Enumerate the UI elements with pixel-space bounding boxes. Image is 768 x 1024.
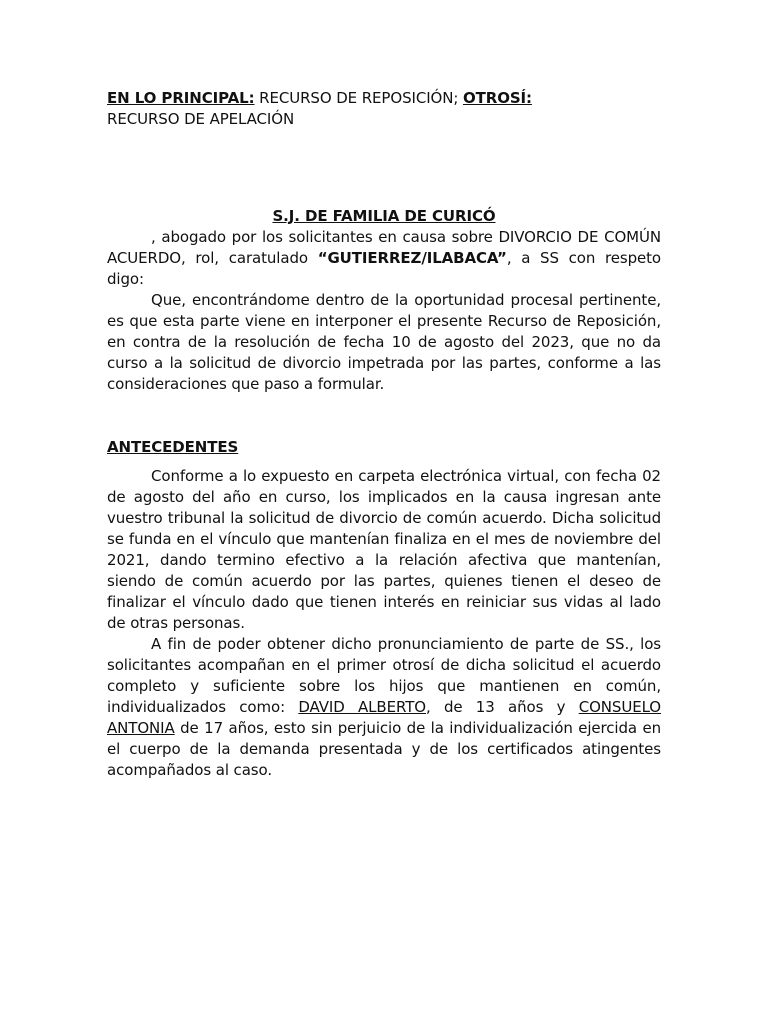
document-body — [107, 88, 661, 781]
child-name-2: CONSUELO ANTONIA — [107, 698, 662, 737]
antecedentes-paragraph-1: Conforme a lo expuesto en carpeta electrónica virtual, con fecha 02 de agosto del año en curso, los implicados en la causa ingresan ante vuestro tribunal la solicitud de divorcio de común acuerdo. Dicha solicitud se funda en el vínculo que mantenían finaliza en el mes de noviembre del 2021, dando termino efectivo a la relación afectiva que mantenían, siendo de común acuerdo por las partes, quienes tienen el deseo de finalizar el vínculo dado que tienen interés en reiniciar sus vidas al lado de otras personas. — [107, 467, 661, 632]
paragraph-2-part-c: de 17 años, esto sin perjuicio de la individualización ejercida en el cuerpo de la demanda presentada y de los certificados atingentes acompañados al caso. — [107, 719, 661, 779]
section-title-antecedentes: ANTECEDENTES — [107, 438, 239, 456]
otrosi-text: RECURSO DE APELACIÓN — [107, 110, 295, 128]
court-addressee: S.J. DE FAMILIA DE CURICÓ — [272, 207, 496, 225]
principal-text: RECURSO DE REPOSICIÓN; — [254, 89, 463, 107]
petition-paragraph: Que, encontrándome dentro de la oportunidad procesal pertinente, es que esta parte viene en interponer el presente Recurso de Reposición, en contra de la resolución de fecha 10 de agosto del 2023, que no da curso a la solicitud de divorcio impetrada por las partes, conforme a las consideraciones que paso a formular. — [107, 291, 661, 393]
intro-lead: , abogado por los solicitantes en causa sobre DIVORCIO DE COMÚN ACUERDO, rol, caratulado — [107, 228, 661, 267]
intro-tail: , a SS con respeto digo: — [107, 249, 661, 288]
intro-paragraph — [107, 227, 661, 290]
principal-label: EN LO PRINCIPAL: — [107, 89, 255, 107]
case-caption: “GUTIERREZ/ILABACA” — [317, 249, 507, 267]
child-name-1: DAVID ALBERTO — [298, 698, 426, 716]
paragraph-2-part-a: A fin de poder obtener dicho pronunciamiento de parte de SS., los solicitantes acompañan en el primer otrosí de dicha solicitud el acuerdo completo y suficiente sobre los hijos que mantienen en común, individualizados como: — [107, 635, 661, 716]
otrosi-label: OTROSÍ: — [462, 89, 532, 107]
paragraph-2-part-b: , de 13 años y — [425, 698, 579, 716]
antecedentes-paragraph-2 — [107, 634, 661, 781]
document-heading — [107, 88, 661, 130]
